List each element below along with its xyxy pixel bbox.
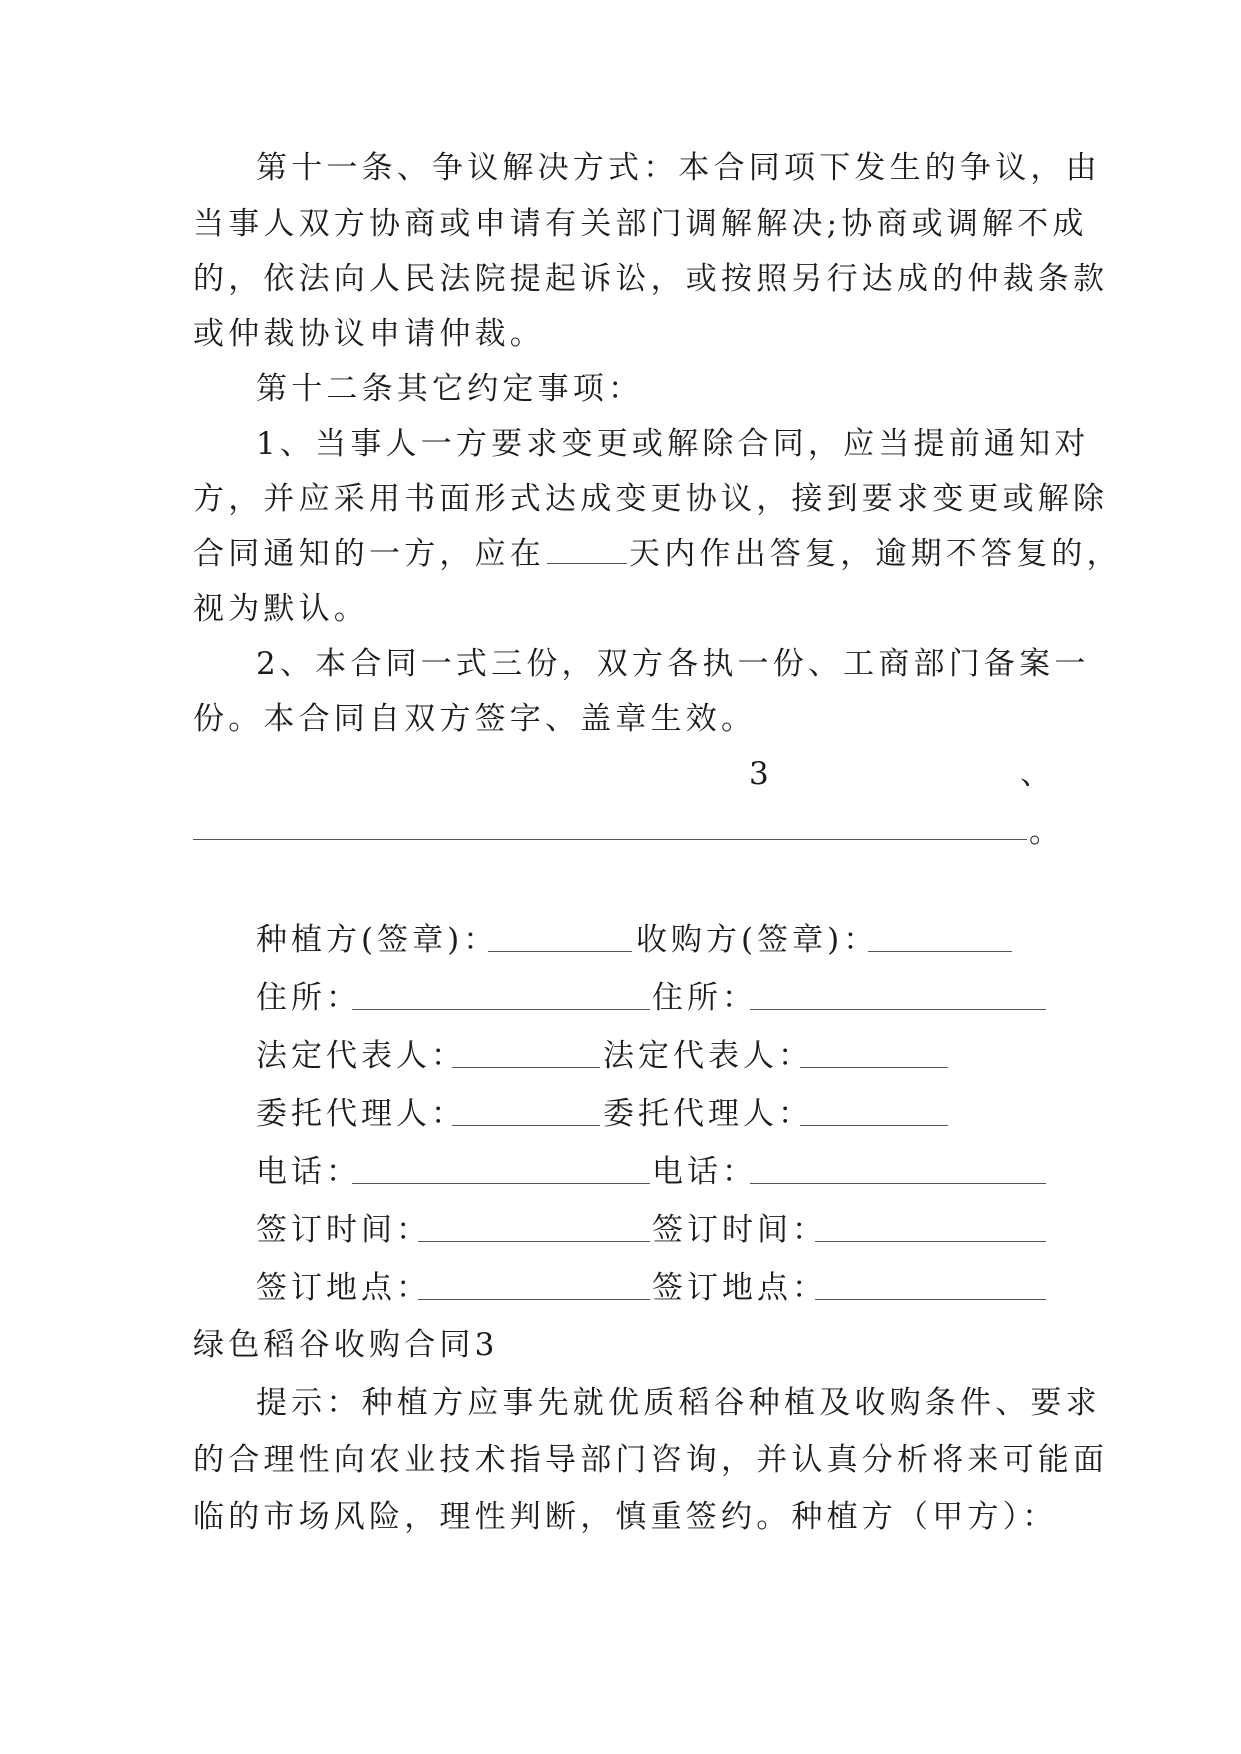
buyer-legal-rep-label: 法定代表人：: [603, 1038, 813, 1074]
planter-phone-label: 电话：: [256, 1154, 361, 1190]
buyer-agent-label: 委托代理人：: [603, 1096, 813, 1132]
item-2-line-2: 份。本合同自双方签字、盖章生效。: [193, 701, 757, 737]
planter-sign-time-label: 签订时间：: [256, 1212, 431, 1248]
buyer-phone-blank: [750, 1183, 1046, 1184]
planter-agent-label: 委托代理人：: [256, 1096, 466, 1132]
stray-comma: 、: [1020, 756, 1055, 792]
planter-seal-blank: [488, 951, 632, 952]
buyer-agent-blank: [800, 1125, 948, 1126]
buyer-phone-label: 电话：: [652, 1154, 757, 1190]
tip-line-3: 临的市场风险，理性判断，慎重签约。种植方（甲方）：: [193, 1499, 1058, 1535]
planter-address-label: 住所：: [256, 980, 361, 1016]
planter-agent-blank: [452, 1125, 600, 1126]
buyer-sign-time-blank: [815, 1241, 1046, 1242]
article-11-line-3: 的，依法向人民法院提起诉讼，或按照另行达成的仲裁条款: [193, 261, 1109, 297]
stray-number: 3: [749, 756, 773, 792]
stray-full-stop: 。: [1029, 814, 1064, 850]
item-1-line-1: 1、当事人一方要求变更或解除合同，应当提前通知对: [256, 426, 1090, 462]
buyer-seal-label: 收购方(签章)：: [636, 922, 879, 958]
item-1-line-4: 视为默认。: [193, 591, 369, 627]
planter-legal-rep-label: 法定代表人：: [256, 1038, 466, 1074]
tip-line-2: 的合理性向农业技术指导部门咨询，并认真分析将来可能面: [193, 1442, 1109, 1478]
item-1-line-2: 方，并应采用书面形式达成变更协议，接到要求变更或解除: [193, 481, 1109, 517]
planter-sign-time-blank: [418, 1241, 650, 1242]
item-1-line-3: [193, 534, 1122, 574]
full-width-rule: [193, 839, 1027, 840]
item-1-line-3-start: 合同通知的一方，应在: [193, 536, 545, 572]
buyer-address-label: 住所：: [652, 980, 757, 1016]
days-blank: [547, 535, 627, 564]
planter-phone-blank: [352, 1183, 650, 1184]
article-11-line-4: 或仲裁协议申请仲裁。: [193, 316, 545, 352]
tip-line-1: 提示：种植方应事先就优质稻谷种植及收购条件、要求: [256, 1385, 1101, 1421]
item-1-line-3-end: 天内作出答复，逾期不答复的，: [629, 536, 1122, 572]
buyer-sign-time-label: 签订时间：: [652, 1212, 827, 1248]
planter-sign-place-label: 签订地点：: [256, 1270, 431, 1306]
planter-seal-label: 种植方(签章)：: [256, 922, 499, 958]
buyer-sign-place-label: 签订地点：: [652, 1270, 827, 1306]
article-11-line-1: 第十一条、争议解决方式：本合同项下发生的争议，由: [256, 150, 1101, 186]
planter-address-blank: [352, 1009, 650, 1010]
section-3-title: 绿色稻谷收购合同3: [193, 1327, 499, 1363]
item-2-line-1: 2、本合同一式三份，双方各执一份、工商部门备案一: [256, 646, 1090, 682]
planter-legal-rep-blank: [452, 1067, 600, 1068]
buyer-address-blank: [750, 1009, 1046, 1010]
article-12-heading: 第十二条其它约定事项：: [256, 371, 644, 407]
buyer-sign-place-blank: [815, 1299, 1046, 1300]
planter-sign-place-blank: [418, 1299, 650, 1300]
buyer-legal-rep-blank: [800, 1067, 948, 1068]
article-11-line-2: 当事人双方协商或申请有关部门调解解决;协商或调解不成: [193, 206, 1088, 242]
buyer-seal-blank: [868, 951, 1012, 952]
